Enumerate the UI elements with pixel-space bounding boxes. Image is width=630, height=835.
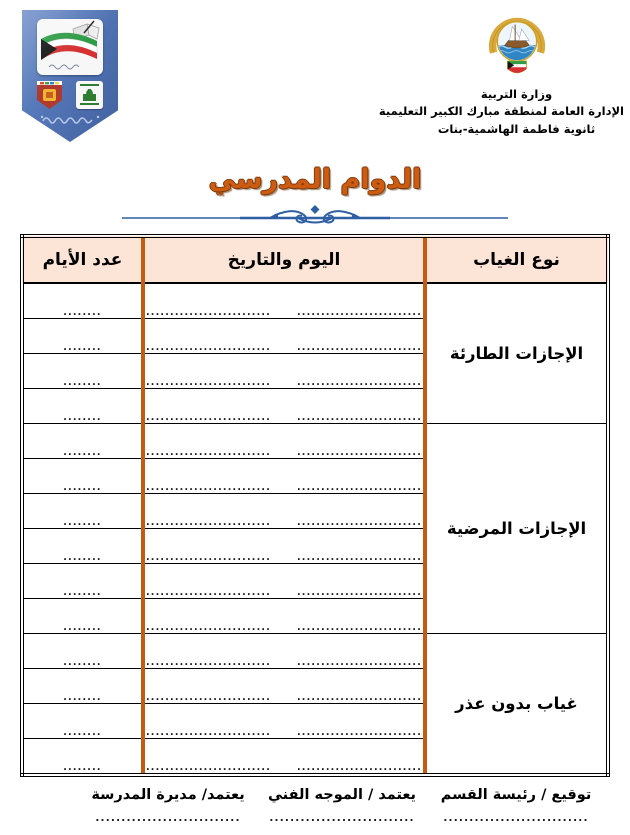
signature-school-principal — [82, 787, 254, 824]
signature-department-head — [430, 787, 602, 824]
signature-technical-supervisor — [256, 787, 428, 824]
signature-label: يعتمد/ مديرة المدرسة — [91, 787, 245, 803]
kuwait-flag-book-emblem — [37, 19, 103, 75]
education-district-name: الإدارة العامة لمنطقة مبارك الكبير التعليمية — [378, 104, 624, 119]
table-row — [22, 424, 608, 459]
days-count-fill-cell[interactable]: ........ — [22, 529, 143, 564]
green-school-badge-icon — [76, 81, 103, 109]
day-date-fill-cell[interactable]: .......................... .......................... — [143, 599, 425, 634]
day-date-fill-cell[interactable]: .......................... .......................... — [143, 459, 425, 494]
day-date-fill-cell[interactable]: .......................... .......................... — [143, 704, 425, 739]
page-title: الدوام المدرسي — [208, 164, 422, 195]
column-header-day-date: اليوم والتاريخ — [143, 236, 425, 283]
day-date-fill-cell[interactable]: .......................... .......................... — [143, 739, 425, 776]
open-book-icon — [73, 21, 99, 40]
ministry-header-block — [378, 12, 624, 138]
school-logo-pennant — [22, 10, 118, 142]
days-count-fill-cell[interactable]: ........ — [22, 634, 143, 669]
days-count-fill-cell[interactable]: ........ — [22, 354, 143, 389]
signature-label: يعتمد / الموجه الفني — [268, 787, 416, 803]
days-count-fill-cell[interactable]: ........ — [22, 704, 143, 739]
table-row — [22, 283, 608, 319]
days-count-fill-cell[interactable]: ........ — [22, 389, 143, 424]
days-count-fill-cell[interactable]: ........ — [22, 424, 143, 459]
red-shield-badge-icon — [37, 81, 62, 109]
ornamental-divider — [120, 202, 510, 226]
day-date-fill-cell[interactable]: .......................... .......................... — [143, 494, 425, 529]
day-date-fill-cell[interactable]: .......................... .......................... — [143, 354, 425, 389]
day-date-fill-cell[interactable]: .......................... .......................... — [143, 283, 425, 319]
day-date-fill-cell[interactable]: .......................... .......................... — [143, 389, 425, 424]
days-count-fill-cell[interactable]: ........ — [22, 564, 143, 599]
days-count-fill-cell[interactable]: ........ — [22, 459, 143, 494]
signature-label: توقيع / رئيسة القسم — [440, 787, 592, 803]
absence-type-cell: الإجازات الطارئة — [425, 283, 608, 424]
days-count-fill-cell[interactable]: ........ — [22, 739, 143, 776]
table-header-row — [22, 236, 608, 283]
days-count-fill-cell[interactable]: ........ — [22, 494, 143, 529]
days-count-fill-cell[interactable]: ........ — [22, 669, 143, 704]
days-count-fill-cell[interactable]: ........ — [22, 283, 143, 319]
signature-line[interactable]: ............................ — [269, 812, 415, 824]
school-name: ثانوية فاطمة الهاشمية-بنات — [437, 121, 596, 136]
days-count-fill-cell[interactable]: ........ — [22, 319, 143, 354]
ministry-name: وزارة التربية — [480, 87, 553, 101]
day-date-fill-cell[interactable]: .......................... .......................... — [143, 529, 425, 564]
day-date-fill-cell[interactable]: .......................... .......................... — [143, 634, 425, 669]
days-count-fill-cell[interactable]: ........ — [22, 599, 143, 634]
signature-line[interactable]: ............................ — [95, 812, 241, 824]
table-row — [22, 634, 608, 669]
attendance-table-body — [22, 283, 608, 775]
absence-type-cell: غياب بدون عذر — [425, 634, 608, 776]
day-date-fill-cell[interactable]: .......................... .......................... — [143, 319, 425, 354]
day-date-fill-cell[interactable]: .......................... .......................... — [143, 564, 425, 599]
kuwait-state-emblem-icon — [487, 12, 547, 82]
absence-table — [20, 234, 610, 777]
calligraphy-signature — [40, 112, 100, 131]
absence-type-cell: الإجازات المرضية — [425, 424, 608, 634]
signature-row — [0, 787, 630, 824]
day-date-fill-cell[interactable]: .......................... .......................... — [143, 424, 425, 459]
signature-line[interactable]: ............................ — [443, 812, 589, 824]
page-header — [0, 0, 630, 150]
column-header-absence-type: نوع الغياب — [425, 236, 608, 283]
column-header-days-count: عدد الأيام — [22, 236, 143, 283]
affiliate-badges — [37, 81, 103, 109]
day-date-fill-cell[interactable]: .......................... .......................... — [143, 669, 425, 704]
